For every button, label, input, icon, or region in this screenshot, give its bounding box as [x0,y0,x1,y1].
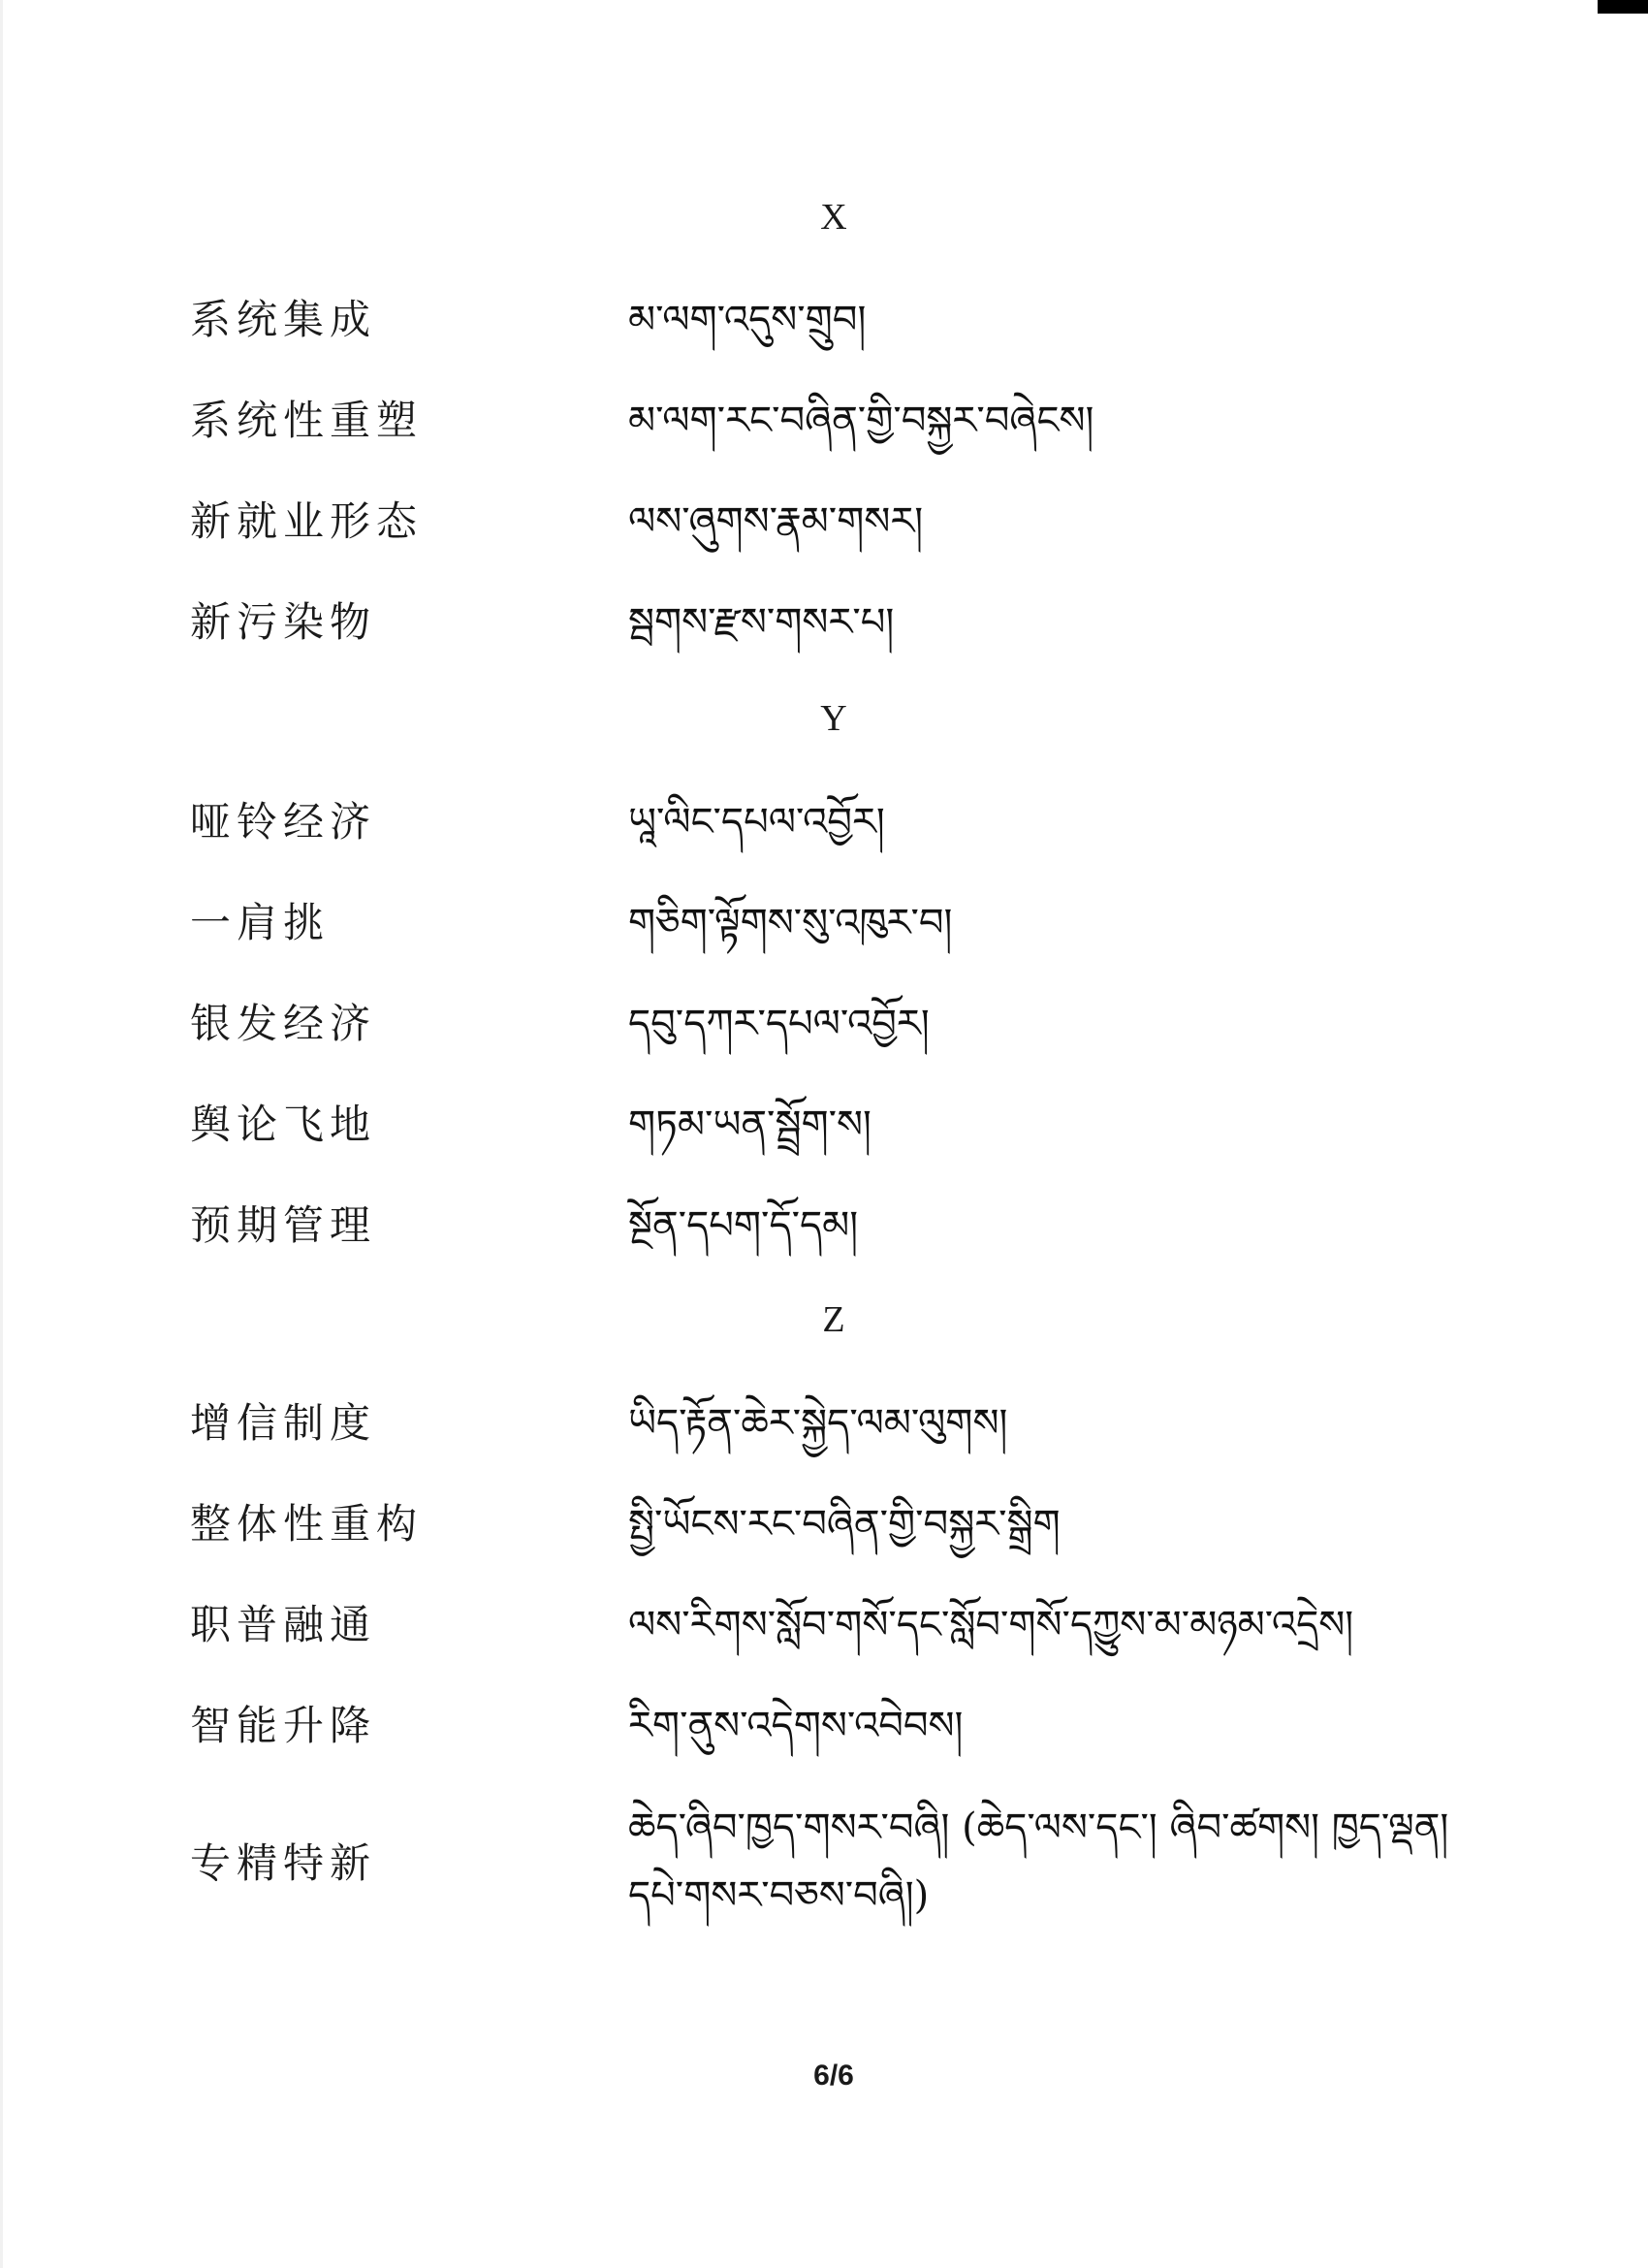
glossary-entry [190,1495,1528,1553]
glossary-entry [190,392,1528,450]
tibetan-term: རིག་ནུས་འདེགས་འབེབས། [628,1704,964,1748]
glossary-entry [190,493,1528,551]
glossary-entry [190,1596,1528,1654]
glossary-entry [190,1197,1528,1255]
page-number: 6/6 [813,2060,854,2092]
section-letter-x: X [820,197,847,238]
glossary-entry [190,793,1528,851]
glossary-entry [190,1697,1528,1755]
section-letter-z: Z [822,1299,845,1340]
tibetan-term: ལས་རིགས་སློབ་གསོ་དང་སློབ་གསོ་དཀྱུས་མ་མཉམ་འདྲེས། [628,1603,1354,1647]
chinese-term: 系统性重塑 [190,397,424,444]
section-letter-y: Y [820,698,847,739]
glossary-entry [190,894,1528,952]
glossary-entry [190,1096,1528,1154]
tibetan-term: མ་ལག་འདུས་གྲུབ། [628,298,867,342]
scan-edge [0,0,3,2268]
tibetan-term: ལས་ཞུགས་རྣམ་གསར། [628,499,924,544]
chinese-term: 新就业形态 [190,497,424,545]
chinese-term: 一肩挑 [190,899,331,946]
chinese-term: 新污染物 [190,598,377,646]
chinese-term: 预期管理 [190,1201,377,1249]
tibetan-term: སྦགས་རྫས་གསར་པ། [628,600,895,645]
chinese-term: 系统集成 [190,296,377,343]
chinese-term: 舆论飞地 [190,1101,377,1148]
tibetan-term: ཡིད་རྟོན་ཆེར་སྐྱེད་ལམ་ལུགས། [628,1401,1008,1446]
glossary-entry [190,291,1528,349]
chinese-term: 智能升降 [190,1702,377,1749]
chinese-term: 银发经济 [190,1000,377,1047]
tibetan-term: ཡཱ་ལིང་དཔལ་འབྱོར། [628,800,885,845]
glossary-entry [190,593,1528,652]
tibetan-term: སྤྱི་ཡོངས་རང་བཞིན་གྱི་བསྐྱར་སྒྲིག [628,1502,1061,1547]
tibetan-term: ཆེད་ཞིབ་ཁྱད་གསར་བཞི། (ཆེད་ལས་དང་། ཞིབ་ཚགས། ཁྱད་ལྡན། དཔེ་གསར་བཅས་བཞི།) [628,1805,1449,1918]
glossary-entry [190,995,1528,1053]
tibetan-term: མ་ལག་རང་བཞིན་གྱི་བསྐྱར་བཞེངས། [628,399,1094,443]
tibetan-term: དབུ་དཀར་དཔལ་འབྱོར། [628,1002,930,1046]
chinese-term: 增信制度 [190,1399,377,1447]
chinese-term: 哑铃经济 [190,798,377,846]
scan-corner-mark [1598,0,1648,14]
chinese-term: 整体性重构 [190,1500,424,1548]
tibetan-term: གཏམ་ཡན་སྦྲོག་ས། [628,1102,872,1147]
tibetan-term: གཅིག་ལྟོགས་སུ་འཁུར་བ། [628,901,953,945]
glossary-entry [190,1794,1528,1939]
tibetan-term: སྔོན་དཔག་དོ་དམ། [628,1203,859,1248]
chinese-term: 职普融通 [190,1601,377,1648]
chinese-term: 专精特新 [190,1839,377,1887]
glossary-entry [190,1394,1528,1453]
